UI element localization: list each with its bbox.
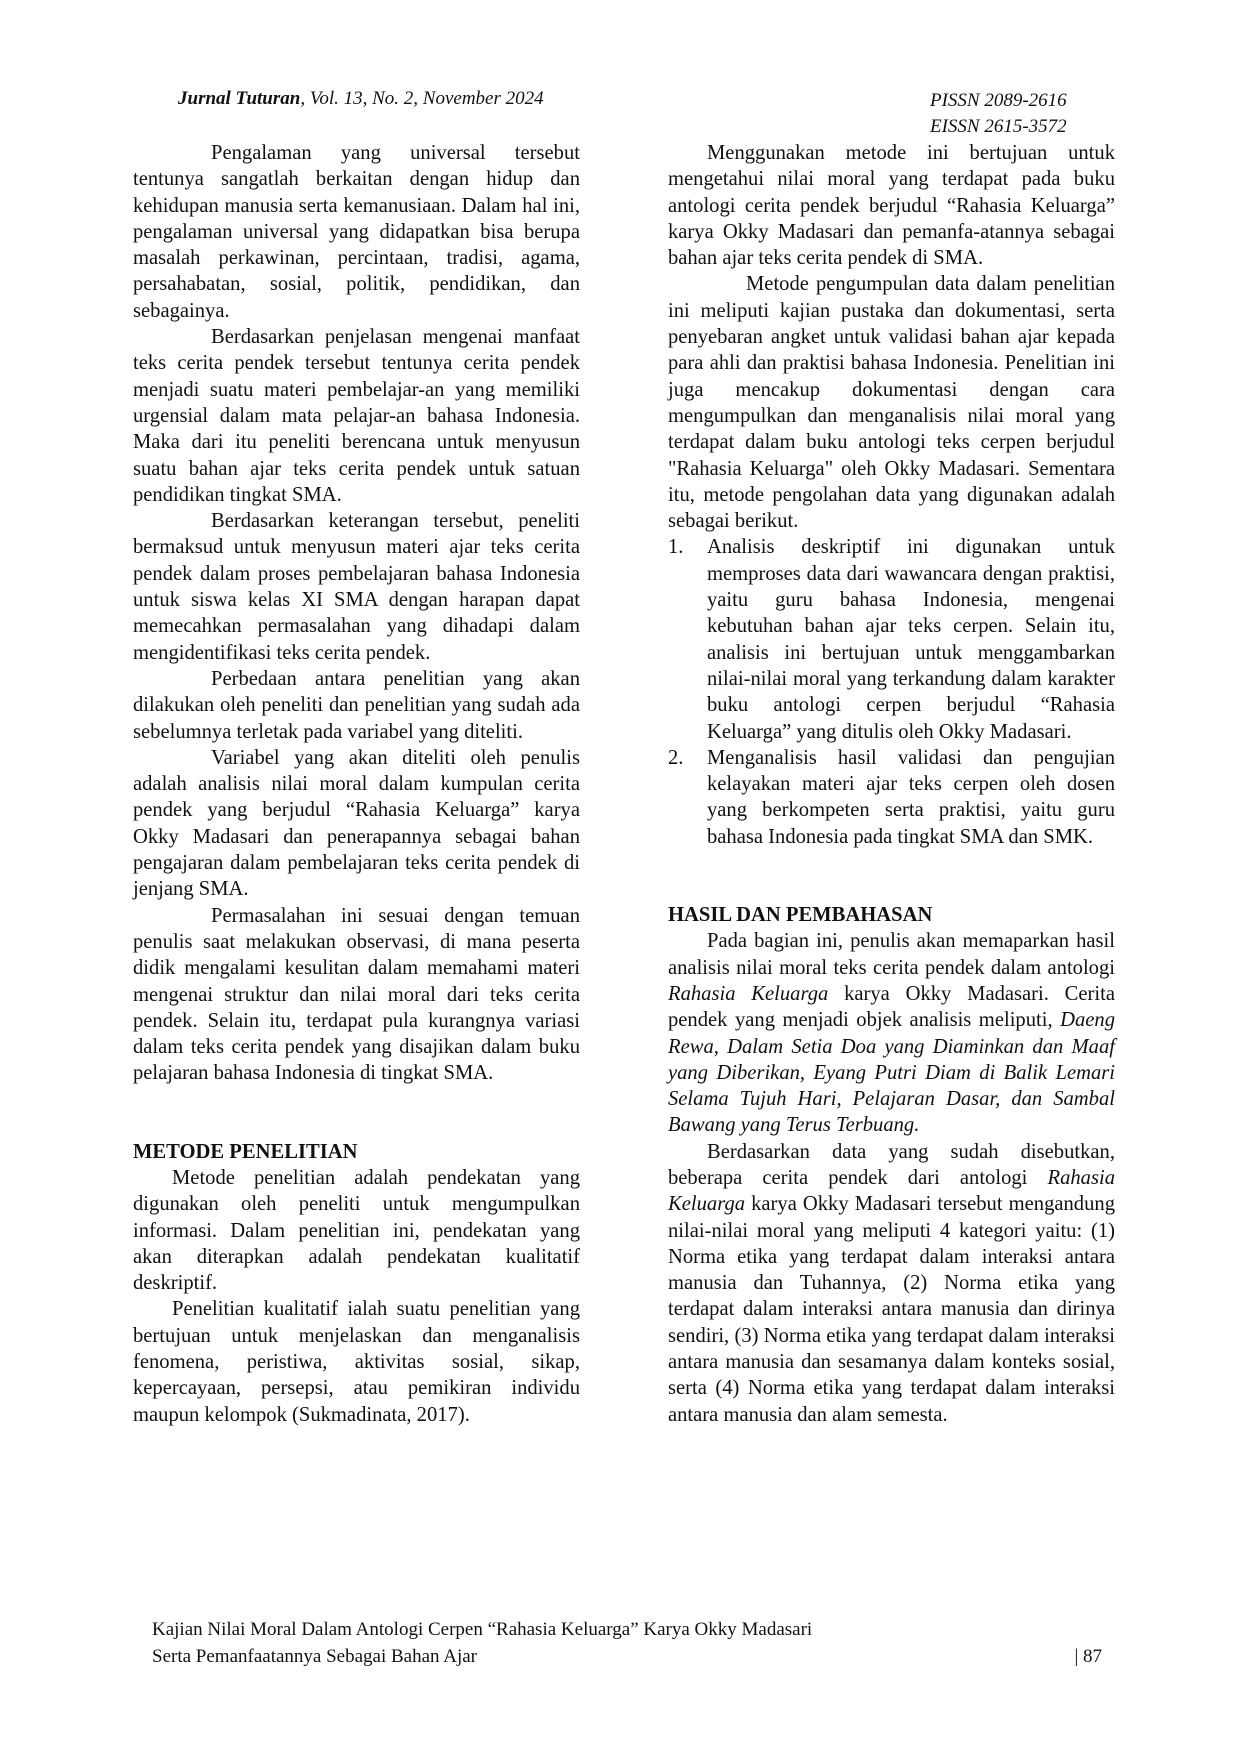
footer-title-line1: Kajian Nilai Moral Dalam Antologi Cerpen “Rahasia Keluarga” Karya Okky Madasari [152,1619,813,1640]
section-heading-hasil: HASIL DAN PEMBAHASAN [668,904,933,927]
paragraph: Menggunakan metode ini bertujuan untuk mengetahui nilai moral yang terdapat pada buku antologi cerita pendek berjudul “Rahasia Keluarga” karya Okky Madasari dan pemanfa-atannya sebagai bahan ajar teks cerita pendek di SMA. [668,142,1115,270]
running-footer [152,1616,1102,1670]
paragraph: Berdasarkan penjelasan mengenai manfaat teks cerita pendek tersebut tentunya cerita pendek menjadi suatu materi pembelajar-an yang memiliki urgensial dalam mata pelajar-an bahasa Indonesia. Maka dari itu peneliti berencana untuk menyusun suatu bahan ajar teks cerita pendek untuk satuan pendidikan tingkat SMA. [133,326,580,506]
journal-name: Jurnal Tuturan [178,88,301,109]
page-number: | 87 [1074,1646,1102,1667]
list-number: 1. [668,536,684,559]
right-column [668,140,1115,1428]
list-item [668,745,1115,850]
paragraph: Perbedaan antara penelitian yang akan dilakukan oleh peneliti dan penelitian yang sudah ada sebelumnya terletak pada variabel yang diteliti. [133,667,580,743]
text-run: Pada bagian ini, penulis akan memaparkan hasil analisis nilai moral teks cerita pendek dalam antologi [668,930,1115,979]
paragraph: Variabel yang akan diteliti oleh penulis adalah analisis nilai moral dalam kumpulan cerita pendek yang berjudul “Rahasia Keluarga” karya Okky Madasari dan penerapannya sebagai bahan pengajaran dalam pembelajaran teks cerita pendek di jenjang SMA. [133,746,580,901]
book-title: Rahasia Keluarga [668,1166,1115,1216]
pissn: PISSN 2089-2616 [930,90,1067,111]
method-list [668,534,1115,850]
story-titles: Daeng Rewa, Dalam Setia Doa yang Diaminkan dan Maaf yang Diberikan, Eyang Putri Diam di Balik Lemari Selama Tujuh Hari, Pelajaran Dasar, dan Sambal Bawang yang Terus Terbuang. [668,1009,1115,1137]
paragraph: Metode pengumpulan data dalam penelitian ini meliputi kajian pustaka dan dokumentasi, serta penyebaran angket untuk validasi bahan ajar kepada para ahli dan praktisi bahasa Indonesia. Penelitian ini juga mencakup dokumentasi dengan cara mengumpulkan dan menganalisis nilai moral yang terdapat dalam buku antologi teks cerpen berjudul "Rahasia Keluarga" oleh Okky Madasari. Sementara itu, metode pengolahan data yang digunakan adalah sebagai berikut. [668,273,1115,533]
book-title: Rahasia Keluarga [668,982,829,1005]
paragraph: Pengalaman yang universal tersebut tentunya sangatlah berkaitan dengan hidup dan kehidupan manusia serta kemanusiaan. Dalam hal ini, pengalaman universal yang didapatkan bisa berupa masalah perkawinan, percintaan, tradisi, agama, persahabatan, sosial, politik, pendidikan, dan sebagainya. [133,142,580,322]
footer-title-line2: Serta Pemanfaatannya Sebagai Bahan Ajar [152,1646,477,1667]
text-run: Berdasarkan data yang sudah disebutkan, beberapa cerita pendek dari antologi [668,1140,1115,1189]
section-heading-metode: METODE PENELITIAN [133,1140,358,1163]
list-item [668,534,1115,744]
paragraph: Metode penelitian adalah pendekatan yang digunakan oleh peneliti untuk mengumpulkan informasi. Dalam penelitian ini, pendekatan yang akan diterapkan adalah pendekatan kualitatif deskriptif. [133,1166,580,1295]
paragraph: Penelitian kualitatif ialah suatu penelitian yang bertujuan untuk menjelaskan dan menganalisis fenomena, peristiwa, aktivitas sosial, sikap, kepercayaan, persepsi, atau pemikiran individu maupun kelompok (Sukmadinata, 2017). [133,1298,580,1426]
paragraph: Permasalahan ini sesuai dengan temuan penulis saat melakukan observasi, di mana peserta didik mengalami kesulitan dalam memahami materi mengenai struktur dan nilai moral dari teks cerita pendek. Selain itu, terdapat pula kurangnya variasi dalam teks cerita pendek yang disajikan dalam buku pelajaran bahasa Indonesia di tingkat SMA. [133,904,580,1085]
list-text: Menganalisis hasil validasi dan pengujian kelayakan materi ajar teks cerpen oleh dosen yang berkompeten serta praktisi, yaitu guru bahasa Indonesia pada tingkat SMA dan SMK. [707,746,1115,848]
journal-volume: , Vol. 13, No. 2, November 2024 [300,88,544,109]
paragraph [668,1139,1115,1428]
paragraph [668,928,1115,1138]
text-run: karya Okky Madasari. Cerita pendek yang menjadi objek analisis meliputi, [668,982,1115,1032]
list-number: 2. [668,746,684,769]
eissn: EISSN 2615-3572 [930,116,1067,137]
list-text: Analisis deskriptif ini digunakan untuk memproses data dari wawancara dengan praktisi, yaitu guru bahasa Indonesia, mengenai kebutuhan bahan ajar teks cerpen. Selain itu, analisis ini bertujuan untuk menggambarkan nilai-nilai moral yang terkandung dalam karakter buku antologi cerpen berjudul “Rahasia Keluarga” yang ditulis oleh Okky Madasari. [707,536,1115,743]
running-header-issn [930,88,1067,140]
running-header-journal [178,88,544,110]
left-column [133,140,580,1428]
text-run: karya Okky Madasari tersebut mengandung nilai-nilai moral yang meliputi 4 kategori yaitu: (1) Norma etika yang terdapat dalam interaksi antara manusia dan Tuhannya, (2) Norma etika yang terdapat dalam interaksi antara manusia dan dirinya sendiri, (3) Norma etika yang terdapat dalam interaksi antara manusia dan sesamanya dalam konteks sosial, serta (4) Norma etika yang terdapat dalam interaksi antara manusia dan alam semesta. [668,1193,1115,1426]
paragraph: Berdasarkan keterangan tersebut, peneliti bermaksud untuk menyusun materi ajar teks cerita pendek dalam proses pembelajaran bahasa Indonesia untuk siswa kelas XI SMA dengan harapan dapat memecahkan permasalahan yang dihadapi dalam mengidentifikasi teks cerita pendek. [133,510,580,664]
